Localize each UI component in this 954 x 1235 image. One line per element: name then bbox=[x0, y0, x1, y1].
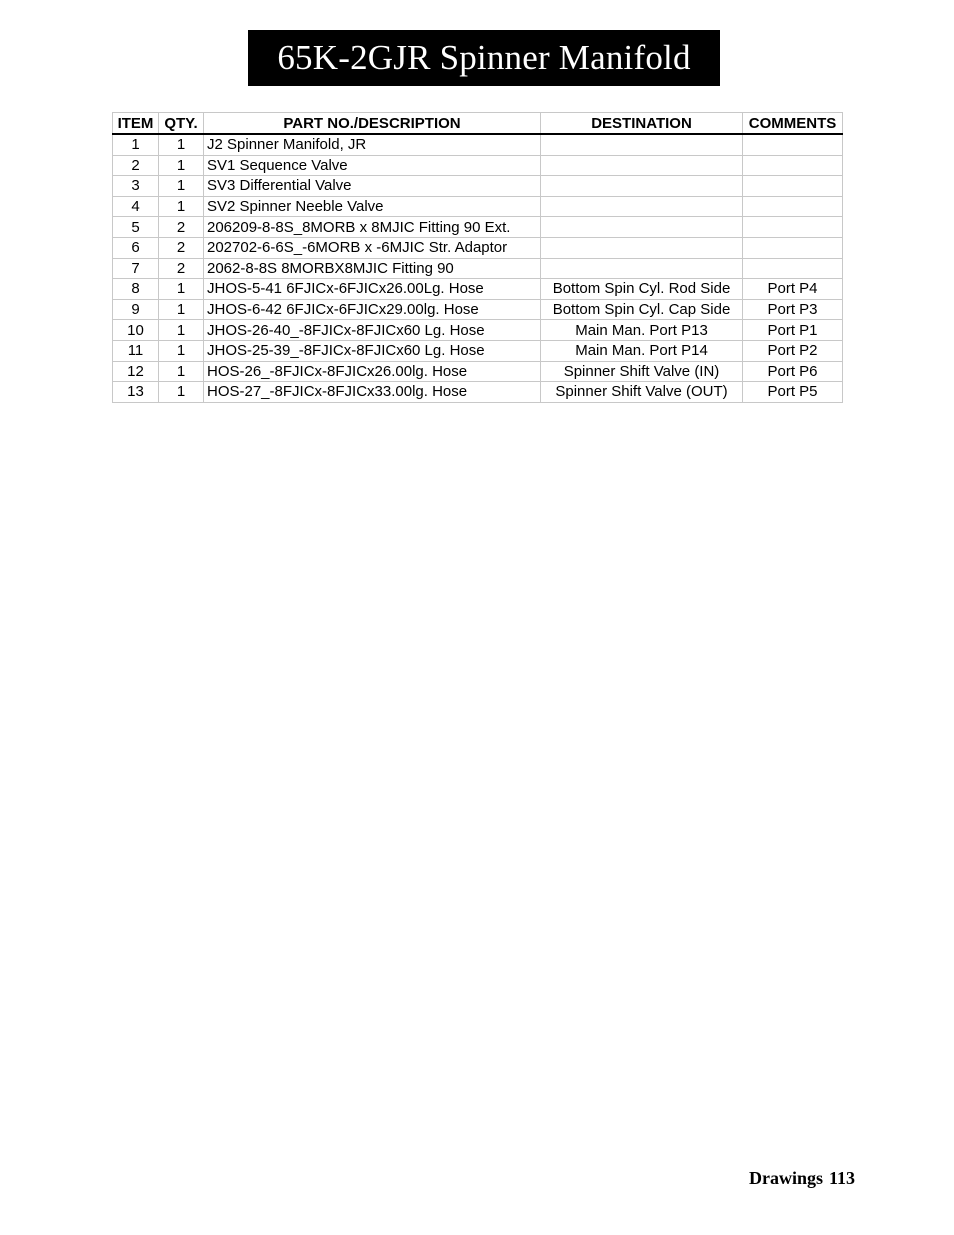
cell-qty: 1 bbox=[159, 320, 204, 341]
footer-section: Drawings bbox=[748, 1168, 823, 1188]
cell-item: 6 bbox=[113, 237, 159, 258]
cell-qty: 1 bbox=[159, 176, 204, 197]
cell-part-description: SV1 Sequence Valve bbox=[204, 155, 541, 176]
cell-comments bbox=[743, 134, 843, 155]
cell-part-description: HOS-26_-8FJICx-8FJICx26.00lg. Hose bbox=[204, 361, 541, 382]
cell-part-description: J2 Spinner Manifold, JR bbox=[204, 134, 541, 155]
table-row bbox=[113, 299, 843, 320]
cell-part-description: JHOS-26-40_-8FJICx-8FJICx60 Lg. Hose bbox=[204, 320, 541, 341]
cell-part-description: SV3 Differential Valve bbox=[204, 176, 541, 197]
table-row bbox=[113, 237, 843, 258]
table-row bbox=[113, 382, 843, 403]
page-number: 113 bbox=[828, 1168, 855, 1188]
cell-qty: 2 bbox=[159, 237, 204, 258]
cell-item: 2 bbox=[113, 155, 159, 176]
cell-comments bbox=[743, 217, 843, 238]
cell-comments bbox=[743, 176, 843, 197]
cell-destination: Spinner Shift Valve (OUT) bbox=[541, 382, 743, 403]
header-part-description: PART NO./DESCRIPTION bbox=[204, 113, 541, 135]
cell-destination bbox=[541, 155, 743, 176]
cell-comments: Port P2 bbox=[743, 340, 843, 361]
cell-item: 4 bbox=[113, 196, 159, 217]
cell-destination: Main Man. Port P14 bbox=[541, 340, 743, 361]
cell-comments: Port P1 bbox=[743, 320, 843, 341]
table-row bbox=[113, 279, 843, 300]
cell-item: 13 bbox=[113, 382, 159, 403]
parts-table bbox=[112, 112, 843, 403]
cell-comments bbox=[743, 196, 843, 217]
cell-qty: 1 bbox=[159, 279, 204, 300]
cell-part-description: HOS-27_-8FJICx-8FJICx33.00lg. Hose bbox=[204, 382, 541, 403]
cell-qty: 1 bbox=[159, 134, 204, 155]
cell-qty: 1 bbox=[159, 361, 204, 382]
table-row bbox=[113, 196, 843, 217]
table-row bbox=[113, 155, 843, 176]
header-item: ITEM bbox=[113, 113, 159, 135]
cell-destination: Main Man. Port P13 bbox=[541, 320, 743, 341]
cell-part-description: 206209-8-8S_8MORB x 8MJIC Fitting 90 Ext. bbox=[204, 217, 541, 238]
cell-part-description: SV2 Spinner Neeble Valve bbox=[204, 196, 541, 217]
cell-destination bbox=[541, 196, 743, 217]
cell-item: 5 bbox=[113, 217, 159, 238]
cell-destination bbox=[541, 237, 743, 258]
cell-comments: Port P3 bbox=[743, 299, 843, 320]
cell-part-description: 2062-8-8S 8MORBX8MJIC Fitting 90 bbox=[204, 258, 541, 279]
cell-qty: 2 bbox=[159, 258, 204, 279]
cell-comments bbox=[743, 237, 843, 258]
cell-comments: Port P5 bbox=[743, 382, 843, 403]
cell-comments: Port P6 bbox=[743, 361, 843, 382]
cell-item: 10 bbox=[113, 320, 159, 341]
cell-item: 1 bbox=[113, 134, 159, 155]
cell-destination: Bottom Spin Cyl. Cap Side bbox=[541, 299, 743, 320]
table-row bbox=[113, 320, 843, 341]
cell-qty: 1 bbox=[159, 155, 204, 176]
header-destination: DESTINATION bbox=[541, 113, 743, 135]
table-row bbox=[113, 176, 843, 197]
table-header-row bbox=[113, 113, 843, 135]
cell-item: 11 bbox=[113, 340, 159, 361]
cell-part-description: JHOS-5-41 6FJICx-6FJICx26.00Lg. Hose bbox=[204, 279, 541, 300]
cell-qty: 1 bbox=[159, 299, 204, 320]
page-title: 65K-2GJR Spinner Manifold bbox=[248, 30, 720, 86]
cell-part-description: JHOS-6-42 6FJICx-6FJICx29.00lg. Hose bbox=[204, 299, 541, 320]
cell-comments bbox=[743, 258, 843, 279]
parts-table-body bbox=[113, 134, 843, 402]
cell-qty: 1 bbox=[159, 382, 204, 403]
cell-item: 7 bbox=[113, 258, 159, 279]
cell-destination bbox=[541, 258, 743, 279]
cell-comments bbox=[743, 155, 843, 176]
cell-comments: Port P4 bbox=[743, 279, 843, 300]
cell-item: 9 bbox=[113, 299, 159, 320]
cell-qty: 1 bbox=[159, 196, 204, 217]
cell-part-description: 202702-6-6S_-6MORB x -6MJIC Str. Adaptor bbox=[204, 237, 541, 258]
cell-destination bbox=[541, 217, 743, 238]
table-row bbox=[113, 340, 843, 361]
cell-item: 8 bbox=[113, 279, 159, 300]
table-row bbox=[113, 258, 843, 279]
table-row bbox=[113, 134, 843, 155]
cell-qty: 2 bbox=[159, 217, 204, 238]
header-comments: COMMENTS bbox=[743, 113, 843, 135]
table-row bbox=[113, 361, 843, 382]
cell-qty: 1 bbox=[159, 340, 204, 361]
cell-item: 12 bbox=[113, 361, 159, 382]
cell-part-description: JHOS-25-39_-8FJICx-8FJICx60 Lg. Hose bbox=[204, 340, 541, 361]
cell-destination: Spinner Shift Valve (IN) bbox=[541, 361, 743, 382]
page-footer bbox=[749, 1168, 855, 1189]
header-qty: QTY. bbox=[159, 113, 204, 135]
table-row bbox=[113, 217, 843, 238]
cell-destination bbox=[541, 176, 743, 197]
cell-destination bbox=[541, 134, 743, 155]
cell-item: 3 bbox=[113, 176, 159, 197]
cell-destination: Bottom Spin Cyl. Rod Side bbox=[541, 279, 743, 300]
